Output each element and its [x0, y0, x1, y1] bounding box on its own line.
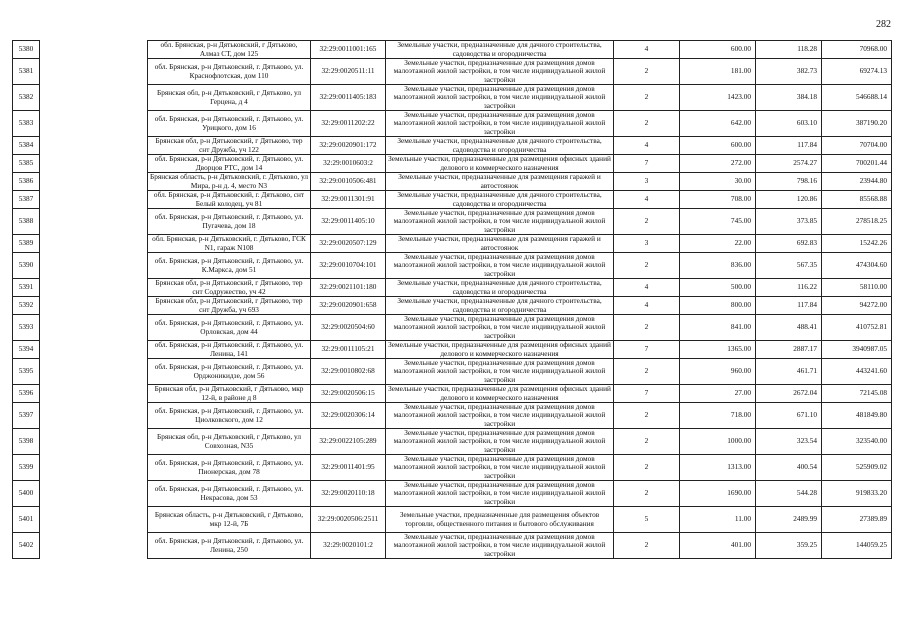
cell-use: Земельные участки, предназначенные для размещения офисных зданий делового и коммерческого назначения — [386, 385, 614, 403]
cell-area: 181.00 — [680, 59, 756, 85]
cell-grp: 7 — [614, 155, 680, 173]
table-row — [13, 279, 892, 297]
cell-use: Земельные участки, предназначенные для размещения офисных зданий делового и коммерческого назначения — [386, 155, 614, 173]
cell-rate: 603.10 — [756, 111, 822, 137]
cell-addr: обл. Брянская, р-н Дятьковский, г. Дятьково, ул. Ленина, 250 — [148, 533, 311, 559]
cell-num: 5391 — [13, 279, 40, 297]
cell-cad: 32:29:0020306:14 — [311, 403, 386, 429]
cell-addr: обл. Брянская, р-н Дятьковский, г. Дятьково, ул. Краснофлотская, дом 110 — [148, 59, 311, 85]
cell-addr: обл. Брянская, р-н Дятьковский, г. Дятьково, ул. Пугачева, дом 18 — [148, 209, 311, 235]
cell-use: Земельные участки, предназначенные для дачного строительства, садоводства и огородничества — [386, 279, 614, 297]
cell-grp: 2 — [614, 315, 680, 341]
cell-cad: 32:29:0011405:10 — [311, 209, 386, 235]
table-row — [13, 173, 892, 191]
cell-addr: обл. Брянская, р-н Дятьковский, г. Дятьково, ул. Орджоникидзе, дом 56 — [148, 359, 311, 385]
cell-rate: 117.84 — [756, 297, 822, 315]
cell-num: 5383 — [13, 111, 40, 137]
cell-num: 5393 — [13, 315, 40, 341]
table-row — [13, 297, 892, 315]
cell-grp: 2 — [614, 481, 680, 507]
spacer-cell — [40, 137, 148, 155]
cell-use: Земельные участки, предназначенные для размещения домов малоэтажной жилой застройки, в том числе индивидуальной жилой застройки — [386, 403, 614, 429]
spacer-cell — [40, 191, 148, 209]
cell-cad: 32:29:0020511:11 — [311, 59, 386, 85]
cell-area: 841.00 — [680, 315, 756, 341]
cell-rate: 2489.99 — [756, 507, 822, 533]
cell-grp: 4 — [614, 41, 680, 59]
cell-area: 27.00 — [680, 385, 756, 403]
cell-val: 27389.89 — [822, 507, 892, 533]
cell-cad: 32:29:0011105:21 — [311, 341, 386, 359]
cell-val: 278518.25 — [822, 209, 892, 235]
cell-area: 401.00 — [680, 533, 756, 559]
cell-cad: 32:29:0011405:183 — [311, 85, 386, 111]
cell-use: Земельные участки, предназначенные для размещения домов малоэтажной жилой застройки, в том числе индивидуальной жилой застройки — [386, 315, 614, 341]
cell-cad: 32:29:0020506:2511 — [311, 507, 386, 533]
cell-val: 387190.20 — [822, 111, 892, 137]
spacer-cell — [40, 507, 148, 533]
table-row — [13, 111, 892, 137]
spacer-cell — [40, 173, 148, 191]
cell-cad: 32:29:0011401:95 — [311, 455, 386, 481]
cell-val: 85568.88 — [822, 191, 892, 209]
table-row — [13, 403, 892, 429]
cell-addr: Брянская обл, р-н Дятьковский, г Дятьково, тер снт Дружба, уч 693 — [148, 297, 311, 315]
spacer-cell — [40, 315, 148, 341]
cell-rate: 692.83 — [756, 235, 822, 253]
cell-val: 546688.14 — [822, 85, 892, 111]
cell-addr: обл. Брянская, р-н Дятьковский, г. Дятьково, ул. Пионерская, дом 78 — [148, 455, 311, 481]
cell-num: 5400 — [13, 481, 40, 507]
cell-area: 600.00 — [680, 137, 756, 155]
cell-rate: 400.54 — [756, 455, 822, 481]
cell-area: 642.00 — [680, 111, 756, 137]
spacer-cell — [40, 481, 148, 507]
cell-rate: 323.54 — [756, 429, 822, 455]
cell-use: Земельные участки, предназначенные для размещения домов малоэтажной жилой застройки, в том числе индивидуальной жилой застройки — [386, 253, 614, 279]
cell-val: 443241.60 — [822, 359, 892, 385]
cell-num: 5402 — [13, 533, 40, 559]
cell-addr: обл. Брянская, р-н Дятьковский, г. Дятьково, ГСК N1, гараж N108 — [148, 235, 311, 253]
spacer-cell — [40, 253, 148, 279]
cell-grp: 5 — [614, 507, 680, 533]
cell-rate: 461.71 — [756, 359, 822, 385]
cell-val: 70704.00 — [822, 137, 892, 155]
cell-addr: Брянская область, р-н Дятьковский, г Дятьково, мкр 12-й, 7Б — [148, 507, 311, 533]
cell-rate: 798.16 — [756, 173, 822, 191]
cell-num: 5382 — [13, 85, 40, 111]
table-row — [13, 385, 892, 403]
cell-val: 94272.00 — [822, 297, 892, 315]
cell-addr: обл. Брянская, р-н Дятьковский, г. Дятьково, ул. Урицкого, дом 16 — [148, 111, 311, 137]
cell-addr: обл. Брянская, р-н Дятьковский, г. Дятьково, ул. Ленина, 141 — [148, 341, 311, 359]
cell-rate: 671.10 — [756, 403, 822, 429]
cell-val: 15242.26 — [822, 235, 892, 253]
cell-cad: 32:29:0021101:180 — [311, 279, 386, 297]
cell-rate: 118.28 — [756, 41, 822, 59]
cell-area: 800.00 — [680, 297, 756, 315]
cell-val: 474304.60 — [822, 253, 892, 279]
cell-cad: 32:29:0020506:15 — [311, 385, 386, 403]
cell-cad: 32:29:0010506:481 — [311, 173, 386, 191]
spacer-cell — [40, 403, 148, 429]
cell-rate: 117.84 — [756, 137, 822, 155]
cell-grp: 2 — [614, 429, 680, 455]
spacer-cell — [40, 297, 148, 315]
cell-use: Земельные участки, предназначенные для размещения домов малоэтажной жилой застройки, в том числе индивидуальной жилой застройки — [386, 359, 614, 385]
cell-use: Земельные участки, предназначенные для размещения офисных зданий делового и коммерческого назначения — [386, 341, 614, 359]
cell-num: 5399 — [13, 455, 40, 481]
cell-grp: 7 — [614, 341, 680, 359]
cell-area: 1690.00 — [680, 481, 756, 507]
cell-use: Земельные участки, предназначенные для дачного строительства, садоводства и огородничества — [386, 297, 614, 315]
table-row — [13, 59, 892, 85]
cell-use: Земельные участки, предназначенные для размещения домов малоэтажной жилой застройки, в том числе индивидуальной жилой застройки — [386, 209, 614, 235]
cell-num: 5395 — [13, 359, 40, 385]
table-row — [13, 359, 892, 385]
cell-num: 5398 — [13, 429, 40, 455]
cell-use: Земельные участки, предназначенные для размещения домов малоэтажной жилой застройки, в том числе индивидуальной жилой застройки — [386, 111, 614, 137]
cell-cad: 32:29:0020507:129 — [311, 235, 386, 253]
spacer-cell — [40, 85, 148, 111]
cell-num: 5380 — [13, 41, 40, 59]
cell-use: Земельные участки, предназначенные для размещения гаражей и автостоянок — [386, 173, 614, 191]
cell-num: 5389 — [13, 235, 40, 253]
cell-grp: 4 — [614, 297, 680, 315]
table-row — [13, 429, 892, 455]
cell-rate: 382.73 — [756, 59, 822, 85]
cell-grp: 3 — [614, 235, 680, 253]
cell-addr: обл. Брянская, р-н Дятьковский, г Дятьково, Алмаз СТ, дом 125 — [148, 41, 311, 59]
cell-use: Земельные участки, предназначенные для размещения домов малоэтажной жилой застройки, в том числе индивидуальной жилой застройки — [386, 85, 614, 111]
spacer-cell — [40, 279, 148, 297]
cell-area: 272.00 — [680, 155, 756, 173]
cadastral-value-table — [12, 40, 892, 559]
table-row — [13, 253, 892, 279]
cell-addr: обл. Брянская, р-н Дятьковский, г. Дятьково, ул. Циолковского, дом 12 — [148, 403, 311, 429]
table-row — [13, 209, 892, 235]
cell-grp: 2 — [614, 85, 680, 111]
cell-val: 69274.13 — [822, 59, 892, 85]
cell-rate: 544.28 — [756, 481, 822, 507]
spacer-cell — [40, 455, 148, 481]
cell-grp: 2 — [614, 533, 680, 559]
cell-grp: 7 — [614, 385, 680, 403]
cell-val: 72145.08 — [822, 385, 892, 403]
cell-num: 5384 — [13, 137, 40, 155]
spacer-cell — [40, 385, 148, 403]
cell-val: 525909.02 — [822, 455, 892, 481]
spacer-cell — [40, 209, 148, 235]
cell-area: 30.00 — [680, 173, 756, 191]
cell-num: 5392 — [13, 297, 40, 315]
table-row — [13, 85, 892, 111]
cell-rate: 2672.04 — [756, 385, 822, 403]
cell-grp: 2 — [614, 253, 680, 279]
cell-cad: 32:29:0020901:172 — [311, 137, 386, 155]
cell-val: 481849.80 — [822, 403, 892, 429]
cell-addr: обл. Брянская, р-н Дятьковский, г. Дятьково, ул. Орловская, дом 44 — [148, 315, 311, 341]
cell-grp: 2 — [614, 455, 680, 481]
cell-area: 718.00 — [680, 403, 756, 429]
cell-grp: 2 — [614, 403, 680, 429]
spacer-cell — [40, 359, 148, 385]
cell-addr: Брянская обл, р-н Дятьковский, г Дятьково, ул Герцена, д 4 — [148, 85, 311, 111]
cell-val: 410752.81 — [822, 315, 892, 341]
cell-use: Земельные участки, предназначенные для размещения гаражей и автостоянок — [386, 235, 614, 253]
spacer-cell — [40, 155, 148, 173]
cell-cad: 32:29:0020504:60 — [311, 315, 386, 341]
cell-num: 5386 — [13, 173, 40, 191]
cell-area: 1365.00 — [680, 341, 756, 359]
cell-val: 323540.00 — [822, 429, 892, 455]
table-row — [13, 155, 892, 173]
cell-cad: 32:29:0020110:18 — [311, 481, 386, 507]
page-number: 282 — [876, 19, 891, 30]
cell-num: 5397 — [13, 403, 40, 429]
cell-val: 23944.80 — [822, 173, 892, 191]
cell-num: 5388 — [13, 209, 40, 235]
cell-addr: Брянская область, р-н Дятьковский, г. Дятьково, ул Мира, р-н д. 4, место N3 — [148, 173, 311, 191]
table-row — [13, 481, 892, 507]
cell-area: 960.00 — [680, 359, 756, 385]
cell-area: 745.00 — [680, 209, 756, 235]
cell-cad: 32:29:0011202:22 — [311, 111, 386, 137]
cell-use: Земельные участки, предназначенные для размещения домов малоэтажной жилой застройки, в том числе индивидуальной жилой застройки — [386, 481, 614, 507]
cell-use: Земельные участки, предназначенные для размещения домов малоэтажной жилой застройки, в том числе индивидуальной жилой застройки — [386, 533, 614, 559]
cell-grp: 4 — [614, 191, 680, 209]
cell-cad: 32:29:0011301:91 — [311, 191, 386, 209]
cell-use: Земельные участки, предназначенные для размещения объектов торговли, общественного питания и бытового обслуживания — [386, 507, 614, 533]
cell-grp: 2 — [614, 59, 680, 85]
cell-val: 3940987.05 — [822, 341, 892, 359]
spacer-cell — [40, 59, 148, 85]
table-row — [13, 315, 892, 341]
cell-area: 22.00 — [680, 235, 756, 253]
cell-use: Земельные участки, предназначенные для размещения домов малоэтажной жилой застройки, в том числе индивидуальной жилой застройки — [386, 429, 614, 455]
cell-use: Земельные участки, предназначенные для размещения домов малоэтажной жилой застройки, в том числе индивидуальной жилой застройки — [386, 455, 614, 481]
spacer-cell — [40, 235, 148, 253]
cell-num: 5381 — [13, 59, 40, 85]
cell-area: 1000.00 — [680, 429, 756, 455]
cell-rate: 567.35 — [756, 253, 822, 279]
cell-area: 1423.00 — [680, 85, 756, 111]
cell-rate: 359.25 — [756, 533, 822, 559]
cell-addr: Брянская обл, р-н Дятьковский, г Дятьково, мкр 12-й, в районе д 8 — [148, 385, 311, 403]
cell-rate: 373.85 — [756, 209, 822, 235]
cell-addr: Брянская обл, р-н Дятьковский, г Дятьково, тер снт Содружество, уч 42 — [148, 279, 311, 297]
cell-addr: обл. Брянская, р-н Дятьковский, г. Дятьково, снт Белый колодец, уч 81 — [148, 191, 311, 209]
cell-use: Земельные участки, предназначенные для размещения домов малоэтажной жилой застройки, в том числе индивидуальной жилой застройки — [386, 59, 614, 85]
cell-num: 5396 — [13, 385, 40, 403]
cell-cad: 32:29:0011001:165 — [311, 41, 386, 59]
cell-addr: обл. Брянская, р-н Дятьковский, г. Дятьково, ул. К.Маркса, дом 51 — [148, 253, 311, 279]
table-row — [13, 137, 892, 155]
cell-addr: Брянская обл, р-н Дятьковский, г Дятьково, ул Совхозная, N35 — [148, 429, 311, 455]
cell-val: 700201.44 — [822, 155, 892, 173]
cell-grp: 4 — [614, 137, 680, 155]
cell-grp: 3 — [614, 173, 680, 191]
cell-area: 500.00 — [680, 279, 756, 297]
cell-area: 11.00 — [680, 507, 756, 533]
cell-cad: 32:29:0010802:68 — [311, 359, 386, 385]
table-row — [13, 341, 892, 359]
cell-rate: 384.18 — [756, 85, 822, 111]
cell-cad: 32:29:0020901:658 — [311, 297, 386, 315]
cell-cad: 32:29:0020101:2 — [311, 533, 386, 559]
cell-area: 1313.00 — [680, 455, 756, 481]
cell-area: 708.00 — [680, 191, 756, 209]
cell-rate: 2574.27 — [756, 155, 822, 173]
table-row — [13, 455, 892, 481]
cell-rate: 2887.17 — [756, 341, 822, 359]
table-row — [13, 235, 892, 253]
table-row — [13, 507, 892, 533]
table-row — [13, 533, 892, 559]
cell-val: 919833.20 — [822, 481, 892, 507]
cell-rate: 116.22 — [756, 279, 822, 297]
cell-val: 58110.00 — [822, 279, 892, 297]
cell-addr: Брянская обл, р-н Дятьковский, г Дятьково, тер снт Дружба, уч 122 — [148, 137, 311, 155]
spacer-cell — [40, 341, 148, 359]
spacer-cell — [40, 533, 148, 559]
cell-grp: 2 — [614, 209, 680, 235]
table-body — [13, 41, 892, 559]
cell-use: Земельные участки, предназначенные для дачного строительства, садоводства и огородничества — [386, 137, 614, 155]
cell-use: Земельные участки, предназначенные для дачного строительства, садоводства и огородничества — [386, 41, 614, 59]
cell-use: Земельные участки, предназначенные для дачного строительства, садоводства и огородничества — [386, 191, 614, 209]
cell-area: 836.00 — [680, 253, 756, 279]
cell-rate: 120.86 — [756, 191, 822, 209]
cell-num: 5385 — [13, 155, 40, 173]
cell-rate: 488.41 — [756, 315, 822, 341]
table-row — [13, 41, 892, 59]
cell-addr: обл. Брянская, р-н Дятьковский, г. Дятьково, ул. Дворцов РТС, дом 14 — [148, 155, 311, 173]
cell-addr: обл. Брянская, р-н Дятьковский, г. Дятьково, ул. Некрасова, дом 53 — [148, 481, 311, 507]
cell-area: 600.00 — [680, 41, 756, 59]
cell-num: 5401 — [13, 507, 40, 533]
cell-cad: 32:29:0010704:101 — [311, 253, 386, 279]
spacer-cell — [40, 41, 148, 59]
cell-num: 5387 — [13, 191, 40, 209]
cell-cad: 32:29:0022105:289 — [311, 429, 386, 455]
cell-num: 5394 — [13, 341, 40, 359]
cell-val: 144059.25 — [822, 533, 892, 559]
spacer-cell — [40, 429, 148, 455]
cell-grp: 4 — [614, 279, 680, 297]
table-row — [13, 191, 892, 209]
spacer-cell — [40, 111, 148, 137]
cell-grp: 2 — [614, 359, 680, 385]
cell-val: 70968.00 — [822, 41, 892, 59]
cell-num: 5390 — [13, 253, 40, 279]
cell-cad: 32:29:0010603:2 — [311, 155, 386, 173]
cell-grp: 2 — [614, 111, 680, 137]
